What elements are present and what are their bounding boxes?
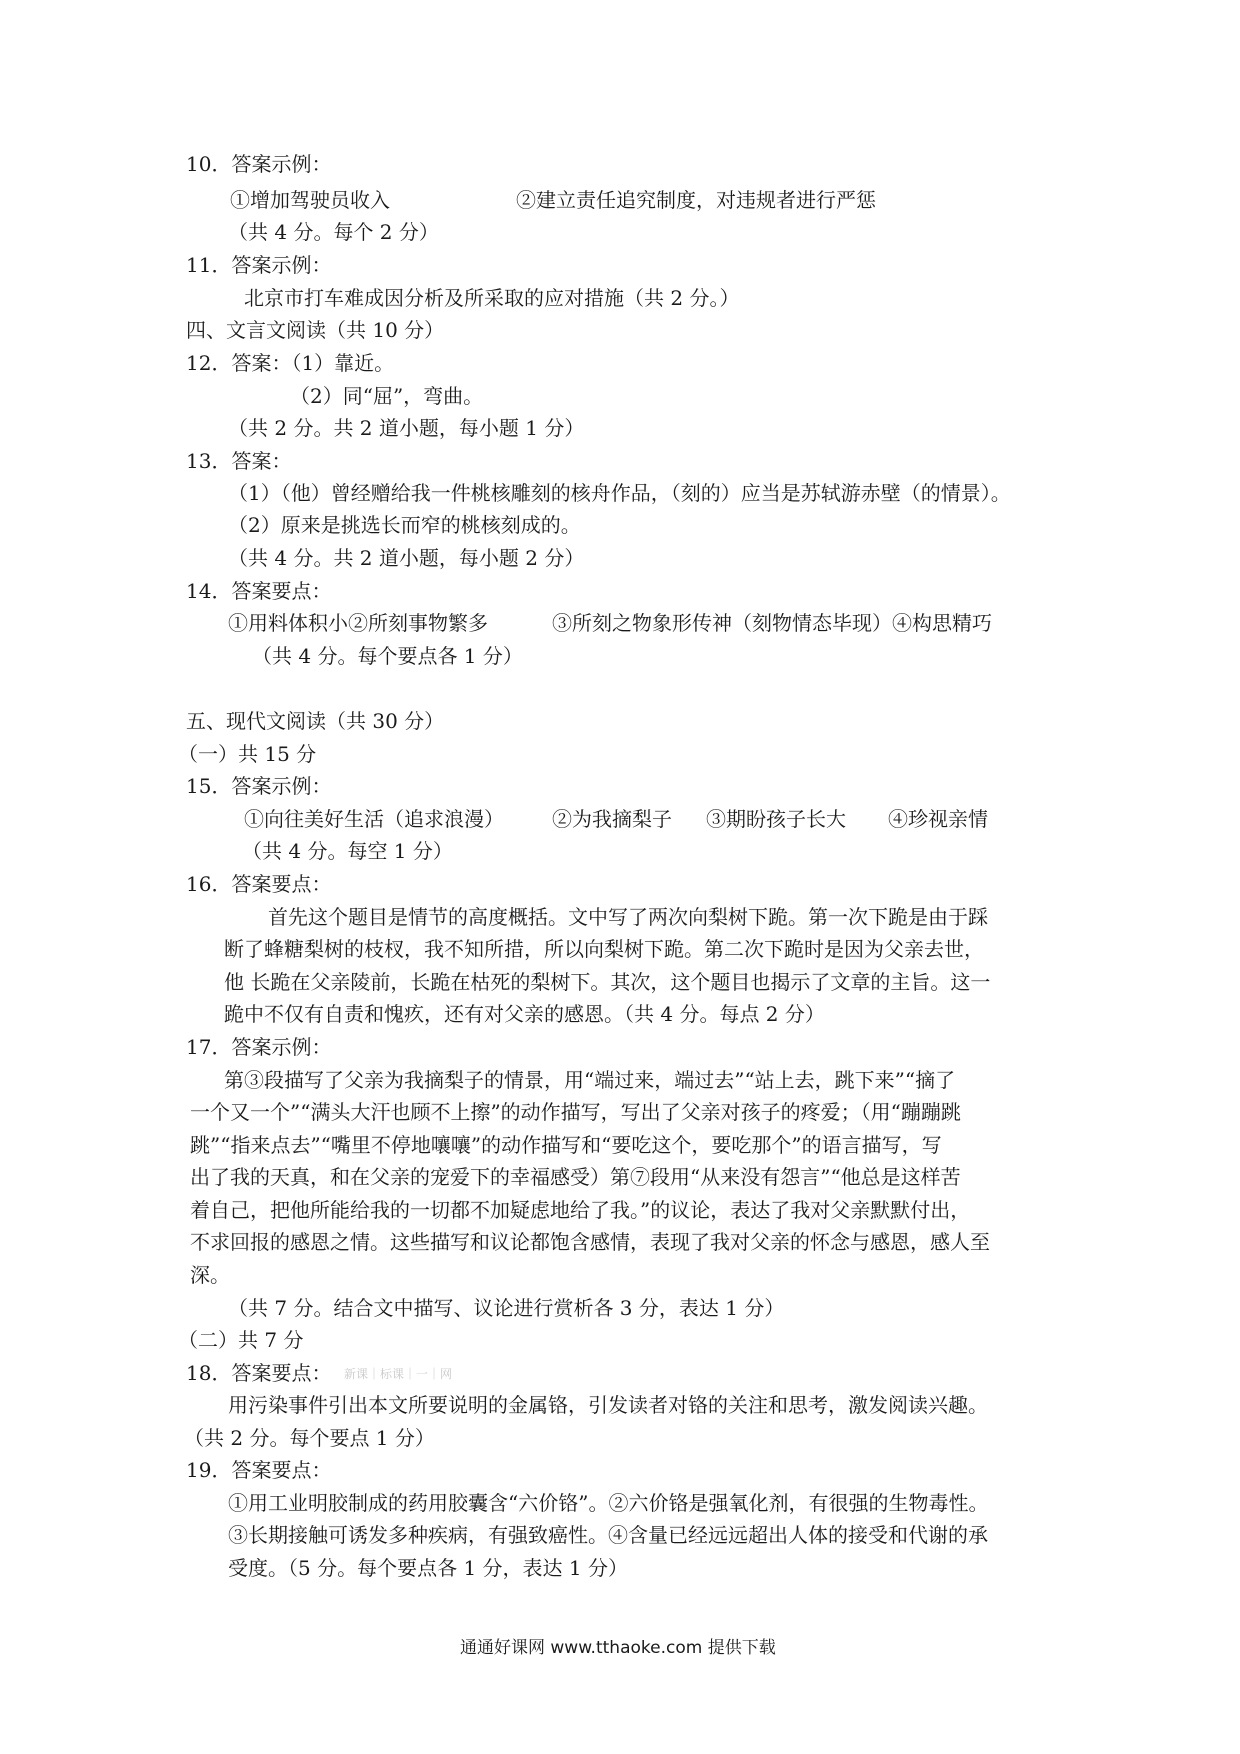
q12-heading: 12．答案：（1）靠近。 bbox=[186, 351, 395, 375]
q15-answer-4: ④珍视亲情 bbox=[888, 807, 988, 831]
section-5-part-1: （一）共 15 分 bbox=[178, 742, 317, 766]
q14-answer-2: ③所刻之物象形传神（刻物情态毕现）④构思精巧 bbox=[552, 611, 992, 635]
q12-answer-2: （2）同“屈”，弯曲。 bbox=[290, 384, 484, 408]
q18-answer: 用污染事件引出本文所要说明的金属铬，引发读者对铬的关注和思考，激发阅读兴趣。 bbox=[228, 1393, 988, 1417]
q14-answer-1: ①用料体积小②所刻事物繁多 bbox=[228, 611, 488, 635]
q19-line: 受度。（5 分。每个要点各 1 分，表达 1 分） bbox=[228, 1556, 628, 1580]
q10-heading: 10．答案示例： bbox=[186, 152, 332, 176]
q13-answer-1: （1）（他）曾经赠给我一件桃核雕刻的核舟作品，（刻的）应当是苏轼游赤壁（的情景）。 bbox=[228, 481, 1011, 505]
section-4-title: 四、文言文阅读（共 10 分） bbox=[186, 318, 445, 342]
q17-line: 一个又一个”“满头大汗也顾不上擦”的动作描写，写出了父亲对孩子的疼爱；（用“蹦蹦跳 bbox=[190, 1100, 961, 1124]
q12-score: （共 2 分。共 2 道小题，每小题 1 分） bbox=[228, 416, 585, 440]
q19-line: ③长期接触可诱发多种疾病，有强致癌性。④含量已经远远超出人体的接受和代谢的承 bbox=[228, 1523, 988, 1547]
q17-heading: 17．答案示例： bbox=[186, 1035, 332, 1059]
section-5-part-2: （二）共 7 分 bbox=[178, 1328, 304, 1352]
q13-answer-2: （2）原来是挑选长而窄的桃核刻成的。 bbox=[228, 513, 581, 537]
q17-line: 不求回报的感恩之情。这些描写和议论都饱含感情，表现了我对父亲的怀念与感恩，感人至 bbox=[190, 1230, 990, 1254]
q17-line: 着自己，把他所能给我的一切都不加疑虑地给了我。”的议论，表达了我对父亲默默付出， bbox=[190, 1198, 971, 1222]
q10-answer-1: ①增加驾驶员收入 bbox=[230, 188, 390, 212]
q16-heading: 16．答案要点： bbox=[186, 872, 332, 896]
q17-score: （共 7 分。结合文中描写、议论进行赏析各 3 分，表达 1 分） bbox=[228, 1296, 785, 1320]
q10-answer-2: ②建立责任追究制度，对违规者进行严惩 bbox=[516, 188, 876, 212]
q17-line: 深。 bbox=[190, 1263, 230, 1287]
q16-line: 他 长跪在父亲陵前，长跪在枯死的梨树下。其次，这个题目也揭示了文章的主旨。这一 bbox=[224, 970, 991, 994]
q16-line: 断了蜂糖梨树的枝杈，我不知所措，所以向梨树下跪。第二次下跪时是因为父亲去世， bbox=[224, 937, 984, 961]
q17-line: 出了我的天真，和在父亲的宠爱下的幸福感受）第⑦段用“从来没有怨言”“他总是这样苦 bbox=[190, 1165, 961, 1189]
page-footer: 通通好课网 www.tthaoke.com 提供下载 bbox=[460, 1638, 776, 1658]
q17-line: 跳”“指来点去”“嘴里不停地嚷嚷”的动作描写和“要吃这个，要吃那个”的语言描写，写 bbox=[190, 1133, 942, 1157]
q15-answer-1: ①向往美好生活（追求浪漫） bbox=[244, 807, 504, 831]
q18-heading: 18．答案要点： bbox=[186, 1361, 332, 1385]
q13-heading: 13．答案： bbox=[186, 449, 292, 473]
q16-line: 首先这个题目是情节的高度概括。文中写了两次向梨树下跪。第一次下跪是由于踩 bbox=[268, 905, 988, 929]
q11-heading: 11．答案示例： bbox=[186, 253, 332, 277]
q15-answer-3: ③期盼孩子长大 bbox=[706, 807, 846, 831]
q14-score: （共 4 分。每个要点各 1 分） bbox=[252, 644, 523, 668]
q18-score: （共 2 分。每个要点 1 分） bbox=[184, 1426, 435, 1450]
section-5-title: 五、现代文阅读（共 30 分） bbox=[186, 709, 445, 733]
q13-score: （共 4 分。共 2 道小题，每小题 2 分） bbox=[228, 546, 585, 570]
q15-heading: 15．答案示例： bbox=[186, 774, 332, 798]
q16-line: 跪中不仅有自责和愧疚，还有对父亲的感恩。（共 4 分。每点 2 分） bbox=[224, 1002, 825, 1026]
q15-answer-2: ②为我摘梨子 bbox=[552, 807, 672, 831]
q15-score: （共 4 分。每空 1 分） bbox=[242, 839, 453, 863]
q19-line: ①用工业明胶制成的药用胶囊含“六价铬”。②六价铬是强氧化剂，有很强的生物毒性。 bbox=[228, 1491, 989, 1515]
q11-answer: 北京市打车难成因分析及所采取的应对措施（共 2 分。） bbox=[244, 286, 740, 310]
q10-score: （共 4 分。每个 2 分） bbox=[228, 220, 439, 244]
q14-heading: 14．答案要点： bbox=[186, 579, 332, 603]
q17-line: 第③段描写了父亲为我摘梨子的情景，用“端过来，端过去”“站上去，跳下来”“摘了 bbox=[224, 1068, 956, 1092]
watermark: 新课｜标课｜一｜网 bbox=[344, 1367, 453, 1381]
q19-heading: 19．答案要点： bbox=[186, 1458, 332, 1482]
